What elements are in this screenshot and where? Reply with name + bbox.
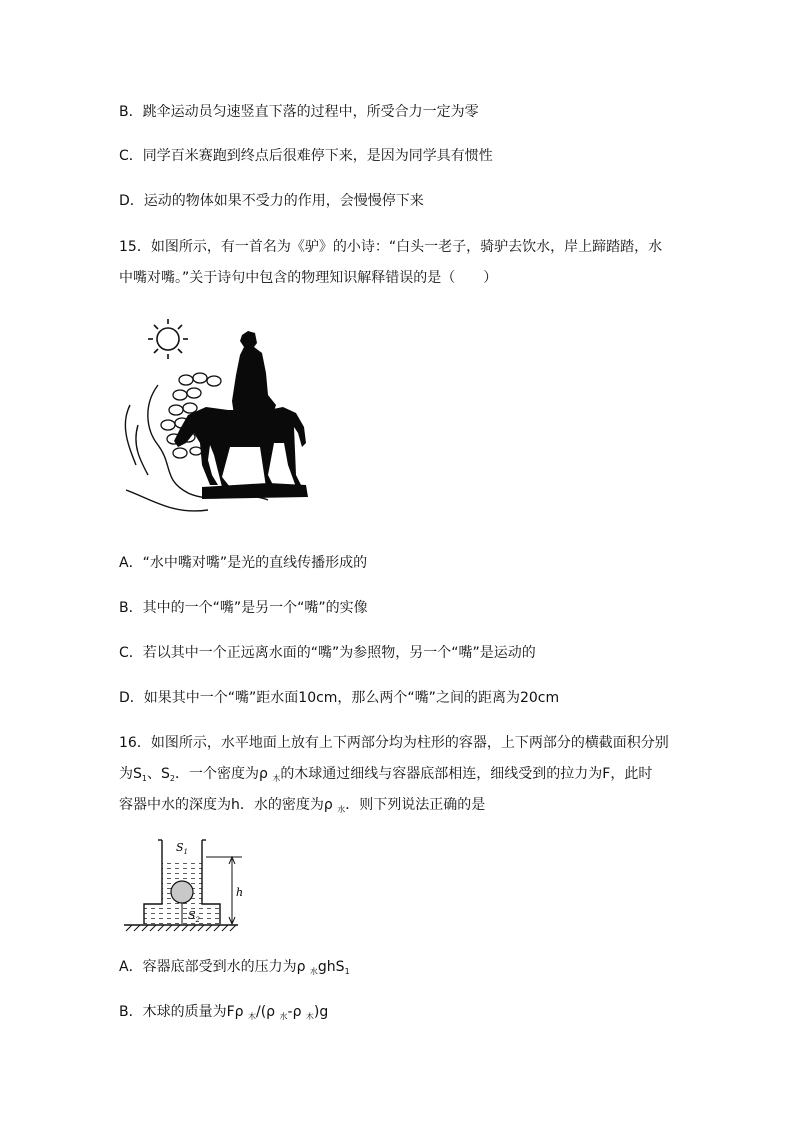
q15-stem-line2: 中嘴对嘴。”关于诗句中包含的物理知识解释错误的是（ ） — [119, 270, 498, 286]
q15-option-d: D．如果其中一个“嘴”距水面10cm，那么两个“嘴”之间的距离为20cm — [119, 690, 560, 706]
q15-option-b: B．其中的一个“嘴”是另一个“嘴”的实像 — [119, 600, 368, 616]
label-s2: $S_2$ — [188, 909, 201, 924]
ground-silhouette — [202, 483, 308, 499]
q15-option-c: C．若以其中一个正远离水面的“嘴”为参照物，另一个“嘴”是运动的 — [119, 645, 536, 661]
wooden-ball — [171, 881, 193, 903]
q14-option-c: C．同学百米赛跑到终点后很难停下来，是因为同学具有惯性 — [119, 148, 493, 164]
q16-option-b: B．木球的质量为Fρ $_木$/(ρ $_水$-ρ $_木$)g — [119, 1004, 329, 1021]
q14-option-b: B．跳伞运动员匀速竖直下落的过程中，所受合力一定为零 — [119, 104, 479, 120]
q16-stem-line3: 容器中水的深度为h．水的密度为ρ $_水$．则下列说法正确的是 — [119, 797, 486, 814]
label-s1: $S_1$ — [176, 841, 189, 856]
q15-option-a: A．“水中嘴对嘴”是光的直线传播形成的 — [119, 555, 368, 571]
container-figure — [118, 836, 258, 936]
q15-stem-line1: 15．如图所示，有一首名为《驴》的小诗：“白头一老子，骑驴去饮水，岸上蹄踏踏，水 — [119, 239, 663, 255]
label-h: h — [236, 886, 244, 899]
q16-option-a: A．容器底部受到水的压力为ρ $_水$ghS$_1$ — [119, 959, 350, 976]
donkey-rider-illustration — [118, 315, 318, 515]
q16-stem-line1: 16．如图所示，水平地面上放有上下两部分均为柱形的容器，上下两部分的横截面积分别 — [119, 735, 669, 751]
ground-hatch — [124, 925, 238, 931]
q16-stem-line2: 为$S_1$、$S_2$．一个密度为ρ $_木$的木球通过细线与容器底部相连，细线受到的拉力为F，此时 — [119, 766, 653, 783]
sun-icon — [148, 319, 188, 359]
q14-option-d: D．运动的物体如果不受力的作用，会慢慢停下来 — [119, 193, 424, 209]
